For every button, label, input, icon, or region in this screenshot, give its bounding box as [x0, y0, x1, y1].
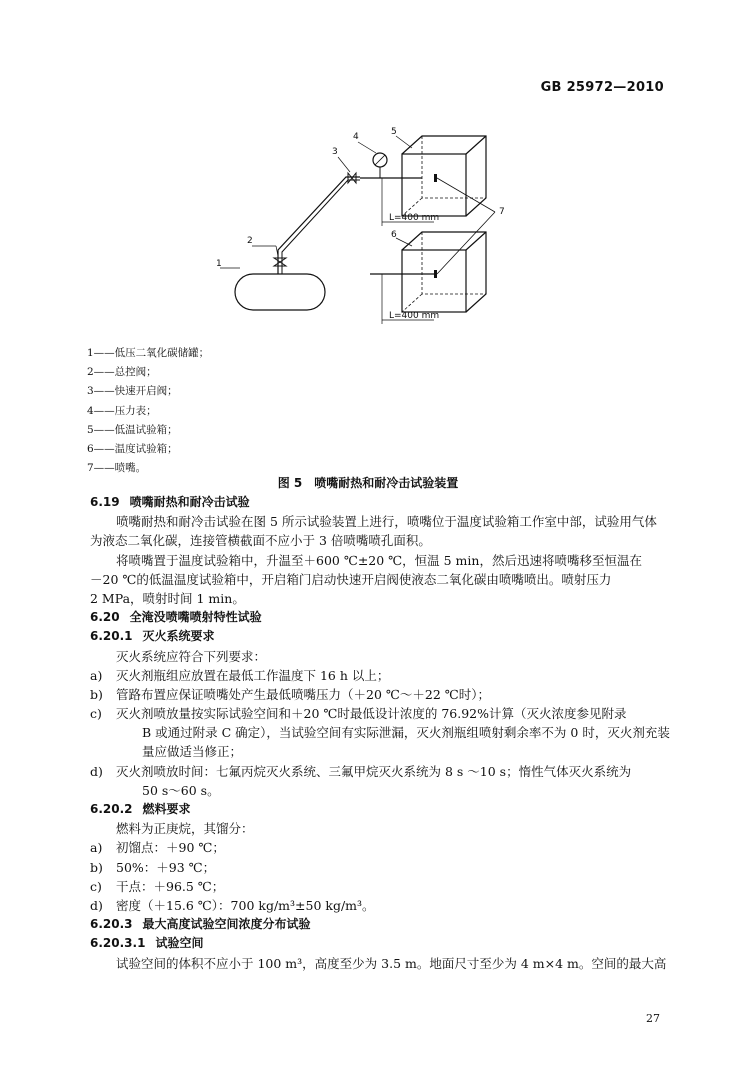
list-item — [90, 838, 670, 857]
list-item — [90, 704, 670, 723]
storage-tank — [235, 274, 325, 310]
test-apparatus-figure — [200, 122, 530, 347]
legend-item: 5——低温试验箱； — [87, 423, 178, 436]
section-number: 6.20.3 — [90, 917, 133, 932]
section-number: 6.20 — [90, 610, 120, 625]
label-3: 3 — [332, 147, 338, 157]
list-marker: d) — [90, 763, 103, 779]
list-marker: d) — [90, 897, 103, 913]
list-text: 灭火剂瓶组应放置在最低工作温度下 16 h 以上； — [116, 667, 390, 683]
nozzle-top — [434, 174, 437, 182]
list-item — [90, 896, 670, 915]
paragraph-line: 试验空间的体积不应小于 100 m³，高度至少为 3.5 m。地面尺寸至少为 4 m×4 m。空间的最大高 — [116, 955, 667, 971]
paragraph-line: 灭火系统应符合下列要求： — [116, 648, 267, 664]
standard-number: GB 25972—2010 — [540, 80, 664, 95]
legend-item: 2——总控阀； — [87, 366, 157, 379]
legend-item: 7——喷嘴。 — [87, 462, 147, 475]
section-number: 6.20.2 — [90, 802, 133, 816]
section-heading-6-19 — [90, 493, 670, 512]
list-item — [90, 762, 670, 781]
list-text: 管路布置应保证喷嘴处产生最低喷嘴压力（＋20 ℃～＋22 ℃时）； — [116, 686, 490, 702]
list-text: 灭火剂喷放量按实际试验空间和＋20 ℃时最低设计浓度的 76.92%计算（灭火浓度参见附录 — [116, 706, 627, 722]
legend-item: 3——快速开启阀； — [87, 385, 178, 398]
legend-item: 1——低压二氧化碳储罐； — [87, 347, 210, 359]
list-item — [90, 858, 670, 877]
section-heading-6-20-2 — [90, 800, 670, 819]
list-marker: b) — [90, 859, 103, 875]
list-item — [90, 666, 670, 685]
section-title: 灭火系统要求 — [142, 629, 215, 644]
cold-test-box — [402, 154, 466, 216]
list-marker: b) — [90, 686, 103, 702]
section-heading-6-20-3-1 — [90, 934, 670, 953]
section-heading-6-20-1 — [90, 627, 670, 646]
section-title: 最大高度试验空间浓度分布试验 — [142, 917, 311, 932]
list-text: 干点：＋96.5 ℃； — [116, 878, 225, 894]
section-title: 喷嘴耐热和耐冷击试验 — [129, 495, 250, 509]
list-text: 灭火剂喷放时间：七氟丙烷灭火系统、三氟甲烷灭火系统为 8 s ～10 s；惰性气体灭火系统为 — [116, 763, 632, 779]
list-continuation: 50 s～60 s。 — [142, 782, 220, 798]
list-continuation: 量应做适当修正； — [142, 744, 243, 760]
paragraph-line: 2 MPa，喷射时间 1 min。 — [90, 590, 245, 606]
apparatus-diagram — [200, 122, 530, 347]
section-title: 全淹没喷嘴喷射特性试验 — [129, 610, 262, 625]
section-number: 6.20.1 — [90, 629, 133, 644]
list-marker: c) — [90, 878, 102, 894]
page-number: 27 — [646, 1012, 660, 1025]
list-continuation: B 或通过附录 C 确定），当试验空间有实际泄漏，灭火剂瓶组喷射剩余率不为 0 时，灭火剂充装 — [142, 725, 670, 741]
label-4: 4 — [353, 132, 359, 142]
dim-bottom: L=400 mm — [389, 311, 440, 321]
paragraph-line: 为液态二氧化碳，连接管横截面不应小于 3 倍喷嘴喷孔面积。 — [90, 533, 431, 549]
list-text: 50%：＋93 ℃； — [116, 859, 216, 875]
section-title: 试验空间 — [155, 936, 204, 951]
label-2: 2 — [247, 236, 253, 246]
list-marker: a) — [90, 840, 103, 856]
master-valve — [274, 258, 286, 266]
label-1: 1 — [216, 259, 222, 269]
paragraph-line: 喷嘴耐热和耐冷击试验在图 5 所示试验装置上进行，喷嘴位于温度试验箱工作室中部，试验用气体 — [116, 514, 657, 530]
supply-pipe — [278, 177, 360, 274]
dim-top: L=400 mm — [389, 213, 440, 223]
label-7: 7 — [499, 207, 505, 217]
document-body — [90, 493, 670, 973]
legend-item: 6——温度试验箱； — [87, 443, 178, 456]
figure-legend — [87, 344, 209, 478]
section-title: 燃料要求 — [142, 802, 191, 816]
temp-test-box — [402, 250, 466, 312]
paragraph-line: 燃料为正庚烷，其馏分： — [116, 821, 254, 837]
list-marker: c) — [90, 706, 102, 722]
section-number: 6.20.3.1 — [90, 936, 146, 951]
list-item — [90, 685, 670, 704]
legend-item: 4——压力表； — [87, 404, 157, 417]
list-text: 初馏点：＋90 ℃； — [116, 840, 225, 856]
nozzle-bottom — [434, 270, 437, 278]
section-heading-6-20-3 — [90, 915, 670, 934]
quick-valve — [348, 173, 356, 183]
list-marker: a) — [90, 667, 103, 683]
section-number: 6.19 — [90, 495, 120, 509]
paragraph-line: 将喷嘴置于温度试验箱中，升温至＋600 ℃±20 ℃，恒温 5 min，然后迅速将喷嘴移至恒温在 — [116, 552, 642, 568]
list-item — [90, 877, 670, 896]
list-text: 密度（＋15.6 ℃）：700 kg/m³±50 kg/m³。 — [116, 897, 375, 913]
supply-pipe-outer — [282, 180, 360, 274]
figure-caption: 图 5 喷嘴耐热和耐冷击试验装置 — [277, 476, 459, 490]
label-6: 6 — [391, 230, 397, 240]
paragraph-line: －20 ℃的低温温度试验箱中，开启箱门启动快速开启阀使液态二氧化碳由喷嘴喷出。喷射压力 — [90, 571, 612, 587]
label-5: 5 — [391, 127, 397, 137]
section-heading-6-20 — [90, 608, 670, 627]
